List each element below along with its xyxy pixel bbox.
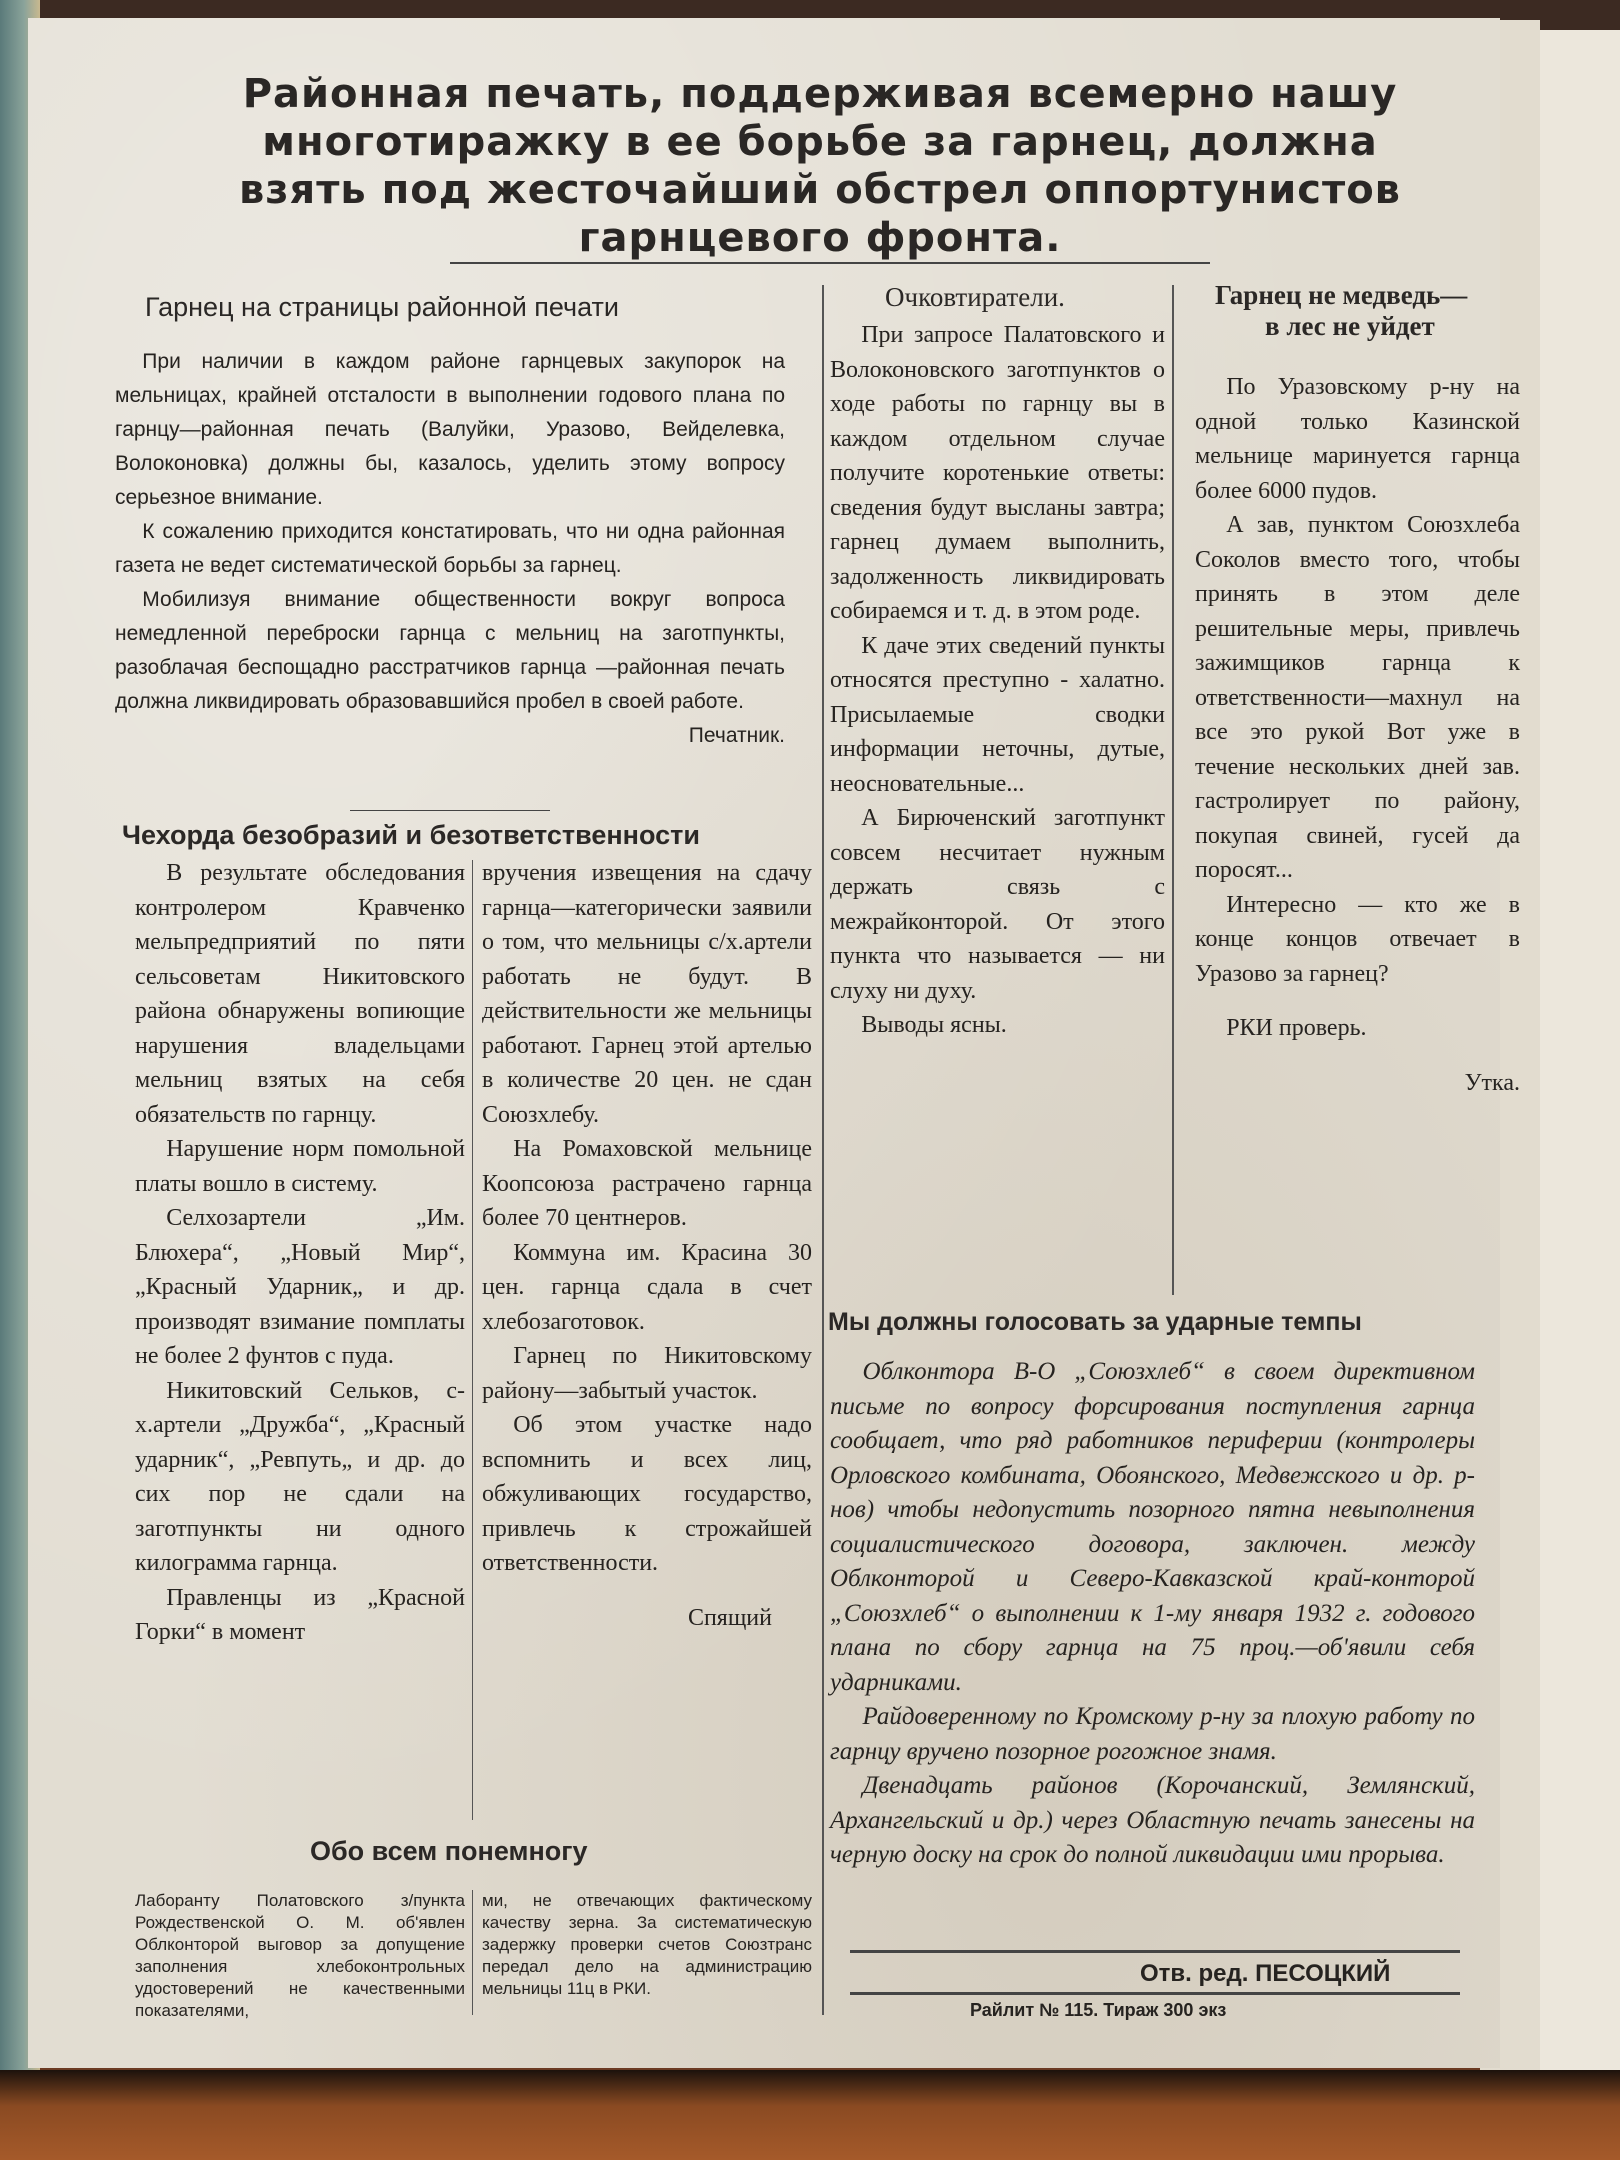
divider (450, 262, 1210, 264)
paragraph: Правленцы из „Красной Горки“ в момент (135, 1584, 465, 1645)
paragraph: В результате обследования контролером Кравченко мельпредприятий по пяти сельсоветам Никитовского района обнаружены вопиющие нарушения владельцами мельниц взятых на себя обязательств по гарнцу. (135, 860, 465, 1128)
paragraph: При запросе Палатовского и Волоконовского заготпунктов о ходе работы по гарнцу вы в каждом отдельном случае получите коротенькие ответы: сведения будут высланы завтра; гарнец думаем выполнить, задолженность ликвидировать собираемся и т. д. в этом роде. (830, 322, 1165, 624)
paragraph: К сожалению приходится констатировать, что ни одна районная газета не ведет систематической борьбы за гарнец. (115, 520, 785, 577)
wooden-table (0, 2070, 1620, 2160)
editor-line: Отв. ред. ПЕСОЦКИЙ (1140, 1960, 1391, 1987)
paragraph: Селхозартели „Им. Блюхера“, „Новый Мир“, „Красный Ударник„ и др. производят взимание помплаты не более 2 фунтов с пуда. (135, 1205, 465, 1369)
main-headline (95, 70, 1545, 262)
column-rule (822, 285, 824, 2015)
footer-rule (850, 1992, 1460, 1995)
title-line: в лес не уйдет (1265, 311, 1435, 341)
paragraph: По Уразовскому р-ну на одной только Казинской мельнице маринуется гарнца более 6000 пудов. (1195, 374, 1520, 504)
article-title: Очковтиратели. (885, 282, 1065, 312)
headline-line: взять под жесточайший обстрел оппортунистов (238, 167, 1401, 213)
paragraph: А зав, пунктом Союзхлеба Соколов вместо того, чтобы принять в этом деле решительные меры, привлечь зажимщиков гарнца к ответственности—махнул на все это рукой Вот уже в течение нескольких дней зав. гастролирует по району, покупая свиней, гусей да поросят... (1195, 512, 1520, 883)
paragraph: РКИ проверь. (1226, 1015, 1367, 1041)
headline-line: гарнцевого фронта. (578, 215, 1062, 261)
article-body (830, 1355, 1475, 1873)
article-title: Чехорда безобразий и безответственности (122, 820, 700, 850)
paragraph: А Бирюченский заготпункт совсем несчитает нужным держать связь с межрайконторой. От этого пункта что называется — ни слуху ни духу. (830, 805, 1165, 1004)
paragraph: Коммуна им. Красина 30 цен. гарнца сдала в счет хлебозаготовок. (482, 1239, 812, 1335)
article-title (1215, 280, 1467, 342)
article-column-1 (135, 856, 465, 1650)
paragraph: Облконтора В-О „Союзхлеб“ в своем директивном письме по вопросу форсирования поступления гарнца сообщает, что ряд работников периферии (контролеры Орловского комбината, Обоянского, Медвежского и др. р-нов) чтобы недопустить позорного пятна невыполнения социалистического договора, заключен. между Облконторой и Северо-Кавказской край-конторой „Союзхлеб“ о выполнении к 1-му января 1932 г. годового плана по сбору гарнца на 75 проц.—об'явили себя ударниками. (830, 1358, 1475, 1696)
paragraph: Двенадцать районов (Корочанский, Землянский, Архангельский и др.) через Областную печать занесены на черную доску на срок до полной ликвидации ими прорыва. (830, 1772, 1475, 1868)
article-body (115, 345, 785, 753)
article-title: Гарнец на страницы районной печати (145, 292, 619, 322)
signature: Утка. (1464, 1069, 1520, 1096)
article-column-2 (482, 1890, 812, 2000)
column-rule (472, 860, 473, 1820)
article-column-2 (482, 856, 812, 1635)
column-rule (1172, 285, 1174, 1295)
title-line: Гарнец не медведь— (1215, 280, 1468, 310)
paragraph: Выводы ясны. (861, 1012, 1007, 1038)
article-column-1 (135, 1890, 465, 2022)
paragraph: Никитовский Сельков, с-х.артели „Дружба“, „Красный ударник“, „Ревпуть„ и др. до сих пор не сдали на заготпункты ни одного килограмма гарнца. (135, 1377, 465, 1576)
paragraph: вручения извещения на сдачу гарнца—категорически заявили о том, что мельницы с/х.артели работать не будут. В действительности же мельницы работают. Гарнец этой артелью в количестве 20 цен. не сдан Союзхлебу. (482, 860, 812, 1128)
column-rule (472, 1890, 473, 2015)
signature: Спящий (687, 1604, 772, 1631)
paragraph: На Ромаховской мельнице Коопсоюза растрачено гарнца более 70 центнеров. (482, 1136, 812, 1231)
headline-line: Районная печать, поддерживая всемерно нашу (242, 71, 1398, 117)
paragraph: Райдоверенному по Кромскому р-ну за плохую работу по гарнцу вручено позорное рогожное знамя. (830, 1703, 1475, 1765)
footer-rule (850, 1950, 1460, 1953)
adjacent-page (1530, 30, 1620, 2070)
paragraph: ми, не отвечающих фактическому качеству зерна. За систематическую задержку проверки счетов Союзтранс передал дело на администрацию мельницы 11ц в РКИ. (482, 1891, 812, 1998)
paragraph: К даче этих сведений пункты относятся преступно - халатно. Присылаемые сводки информации неточны, дутые, неосновательные... (830, 632, 1165, 797)
paragraph: Лаборанту Полатовского з/пункта Рождественской О. М. об'явлен Облконторой выговор за допущение заполнения хлебоконтрольных удостоверений не качественными показателями, (135, 1891, 465, 2020)
article-body (830, 318, 1165, 1043)
paragraph: При наличии в каждом районе гарнцевых закупорок на мельницах, крайней отсталости в выполнении годового плана по гарнцу—районная печать (Валуйки, Уразово, Вейделевка, Волоконовка) должны бы, казалось, уделить этому вопросу серьезное внимание. (115, 350, 785, 509)
paragraph: Нарушение норм помольной платы вошло в систему. (135, 1136, 465, 1197)
paragraph: Об этом участке надо вспомнить и всех лиц, обжуливающих государство, привлечь к строжайшей ответственности. (482, 1412, 812, 1576)
imprint-line: Райлит № 115. Тираж 300 экз (970, 2000, 1227, 2020)
paragraph: Гарнец по Никитовскому району—забытый участок. (482, 1343, 812, 1404)
paragraph: Мобилизуя внимание общественности вокруг вопроса немедленной переброски гарнца с мельниц на заготпункты, разоблачая беспощадно расстратчиков гарнца —районная печать должна ликвидировать образовавшийся пробел в своей работе. (115, 588, 785, 713)
paragraph: Интересно — кто же в конце концов отвечает в Уразово за гарнец? (1195, 891, 1520, 987)
article-title: Мы должны голосовать за ударные темпы (828, 1308, 1362, 1336)
headline-line: многотиражку в ее борьбе за гарнец, должна (262, 119, 1378, 165)
divider (350, 810, 550, 811)
signature: Печатник. (688, 724, 785, 747)
article-body (1195, 370, 1520, 1100)
article-title: Обо всем понемногу (310, 1836, 588, 1866)
